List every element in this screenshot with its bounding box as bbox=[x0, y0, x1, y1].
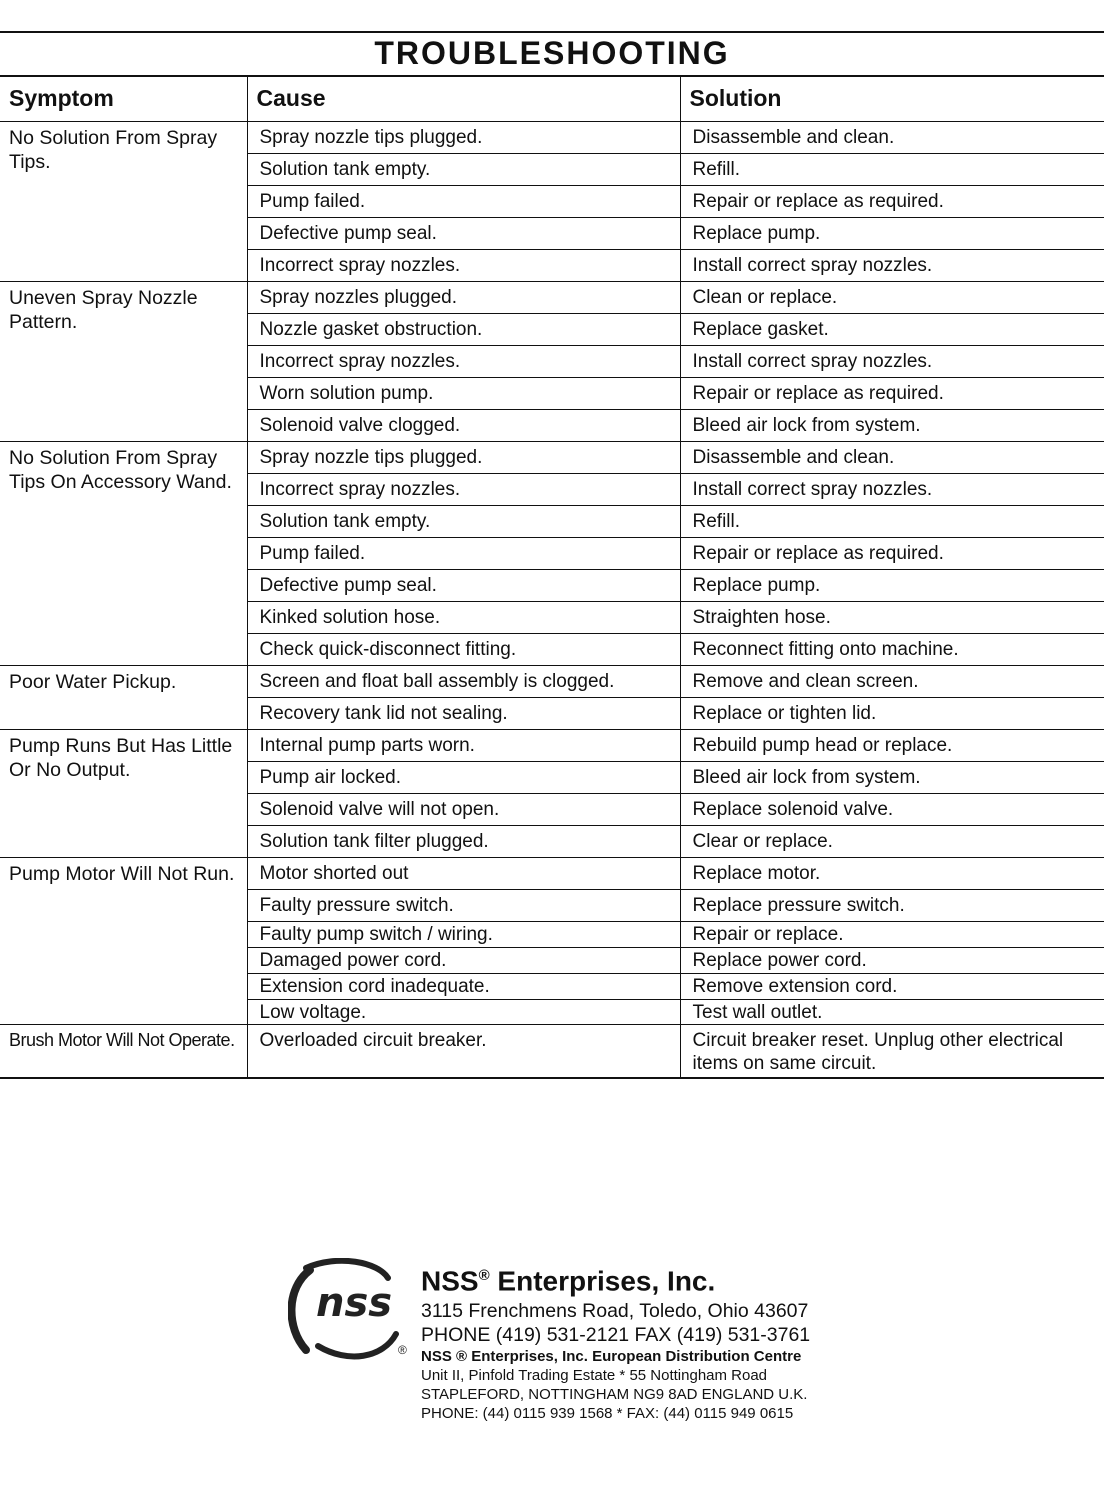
solution-cell: Repair or replace as required. bbox=[680, 377, 1104, 409]
page-title: TROUBLESHOOTING bbox=[0, 31, 1104, 75]
solution-cell: Refill. bbox=[680, 505, 1104, 537]
cause-cell: Solution tank empty. bbox=[247, 505, 680, 537]
cause-cell: Spray nozzle tips plugged. bbox=[247, 441, 680, 473]
cause-cell: Pump failed. bbox=[247, 185, 680, 217]
cause-cell: Pump air locked. bbox=[247, 761, 680, 793]
cause-cell: Motor shorted out bbox=[247, 857, 680, 889]
table-row bbox=[0, 121, 1104, 153]
solution-cell: Test wall outlet. bbox=[680, 999, 1104, 1024]
solution-cell: Straighten hose. bbox=[680, 601, 1104, 633]
cause-cell: Solution tank filter plugged. bbox=[247, 825, 680, 857]
solution-cell: Repair or replace as required. bbox=[680, 537, 1104, 569]
cause-cell: Pump failed. bbox=[247, 537, 680, 569]
cause-cell: Incorrect spray nozzles. bbox=[247, 249, 680, 281]
company-name: NSS® Enterprises, Inc. bbox=[421, 1265, 716, 1297]
cause-cell: Defective pump seal. bbox=[247, 217, 680, 249]
company-phone: PHONE (419) 531-2121 FAX (419) 531-3761 bbox=[421, 1324, 811, 1347]
cause-cell: Overloaded circuit breaker. bbox=[247, 1024, 680, 1078]
cause-cell: Solution tank empty. bbox=[247, 153, 680, 185]
solution-cell: Repair or replace. bbox=[680, 921, 1104, 947]
solution-cell: Refill. bbox=[680, 153, 1104, 185]
symptom-cell: No Solution From Spray Tips On Accessory Wand. bbox=[0, 441, 247, 665]
cause-cell: Extension cord inadequate. bbox=[247, 973, 680, 999]
solution-cell: Disassemble and clean. bbox=[680, 121, 1104, 153]
table-row bbox=[0, 281, 1104, 313]
cause-cell: Solenoid valve clogged. bbox=[247, 409, 680, 441]
cause-cell: Faulty pump switch / wiring. bbox=[247, 921, 680, 947]
table-row bbox=[0, 729, 1104, 761]
eu-centre-title: NSS ® Enterprises, Inc. European Distribution Centre bbox=[421, 1348, 802, 1366]
eu-phone: PHONE: (44) 0115 939 1568 * FAX: (44) 0115 949 0615 bbox=[421, 1405, 794, 1423]
solution-cell: Replace solenoid valve. bbox=[680, 793, 1104, 825]
symptom-cell: Brush Motor Will Not Operate. bbox=[0, 1024, 247, 1078]
eu-address-2: STAPLEFORD, NOTTINGHAM NG9 8AD ENGLAND U.K. bbox=[421, 1386, 808, 1404]
symptom-cell: Pump Motor Will Not Run. bbox=[0, 857, 247, 1024]
table-row bbox=[0, 665, 1104, 697]
solution-cell: Replace pump. bbox=[680, 217, 1104, 249]
cause-cell: Defective pump seal. bbox=[247, 569, 680, 601]
solution-cell: Replace power cord. bbox=[680, 947, 1104, 973]
cause-cell: Low voltage. bbox=[247, 999, 680, 1024]
table-header-row bbox=[0, 76, 1104, 121]
logo-registered-mark: ® bbox=[398, 1343, 407, 1357]
table-row bbox=[0, 857, 1104, 889]
company-address-block bbox=[421, 1258, 901, 1423]
cause-cell: Incorrect spray nozzles. bbox=[247, 473, 680, 505]
solution-cell: Reconnect fitting onto machine. bbox=[680, 633, 1104, 665]
solution-cell: Bleed air lock from system. bbox=[680, 409, 1104, 441]
table-row bbox=[0, 441, 1104, 473]
symptom-cell: Pump Runs But Has Little Or No Output. bbox=[0, 729, 247, 857]
cause-header: Cause bbox=[247, 76, 680, 121]
eu-address-1: Unit II, Pinfold Trading Estate * 55 Nottingham Road bbox=[421, 1367, 768, 1385]
cause-cell: Spray nozzle tips plugged. bbox=[247, 121, 680, 153]
solution-cell: Replace pump. bbox=[680, 569, 1104, 601]
symptom-cell: No Solution From Spray Tips. bbox=[0, 121, 247, 281]
solution-cell: Clear or replace. bbox=[680, 825, 1104, 857]
symptom-cell: Poor Water Pickup. bbox=[0, 665, 247, 729]
cause-cell: Worn solution pump. bbox=[247, 377, 680, 409]
solution-cell: Install correct spray nozzles. bbox=[680, 345, 1104, 377]
cause-cell: Kinked solution hose. bbox=[247, 601, 680, 633]
solution-cell: Remove and clean screen. bbox=[680, 665, 1104, 697]
solution-cell: Replace pressure switch. bbox=[680, 889, 1104, 921]
logo-text: nss bbox=[316, 1280, 393, 1326]
solution-cell: Disassemble and clean. bbox=[680, 441, 1104, 473]
cause-cell: Solenoid valve will not open. bbox=[247, 793, 680, 825]
symptom-cell: Uneven Spray Nozzle Pattern. bbox=[0, 281, 247, 441]
solution-cell: Replace motor. bbox=[680, 857, 1104, 889]
symptom-header: Symptom bbox=[0, 76, 247, 121]
cause-cell: Internal pump parts worn. bbox=[247, 729, 680, 761]
solution-cell: Remove extension cord. bbox=[680, 973, 1104, 999]
solution-cell: Install correct spray nozzles. bbox=[680, 249, 1104, 281]
solution-cell: Replace or tighten lid. bbox=[680, 697, 1104, 729]
solution-cell: Replace gasket. bbox=[680, 313, 1104, 345]
table-row bbox=[0, 1024, 1104, 1078]
solution-cell: Repair or replace as required. bbox=[680, 185, 1104, 217]
cause-cell: Recovery tank lid not sealing. bbox=[247, 697, 680, 729]
cause-cell: Spray nozzles plugged. bbox=[247, 281, 680, 313]
cause-cell: Check quick-disconnect fitting. bbox=[247, 633, 680, 665]
nss-logo bbox=[288, 1258, 412, 1368]
cause-cell: Damaged power cord. bbox=[247, 947, 680, 973]
solution-cell: Install correct spray nozzles. bbox=[680, 473, 1104, 505]
solution-cell: Rebuild pump head or replace. bbox=[680, 729, 1104, 761]
cause-cell: Incorrect spray nozzles. bbox=[247, 345, 680, 377]
solution-header: Solution bbox=[680, 76, 1104, 121]
company-address: 3115 Frenchmens Road, Toledo, Ohio 43607 bbox=[421, 1300, 809, 1323]
cause-cell: Nozzle gasket obstruction. bbox=[247, 313, 680, 345]
cause-cell: Screen and float ball assembly is clogged. bbox=[247, 665, 680, 697]
company-footer bbox=[288, 1258, 908, 1428]
solution-cell: Circuit breaker reset. Unplug other electrical items on same circuit. bbox=[680, 1024, 1104, 1078]
solution-cell: Clean or replace. bbox=[680, 281, 1104, 313]
solution-cell: Bleed air lock from system. bbox=[680, 761, 1104, 793]
cause-cell: Faulty pressure switch. bbox=[247, 889, 680, 921]
troubleshooting-table bbox=[0, 75, 1104, 1079]
